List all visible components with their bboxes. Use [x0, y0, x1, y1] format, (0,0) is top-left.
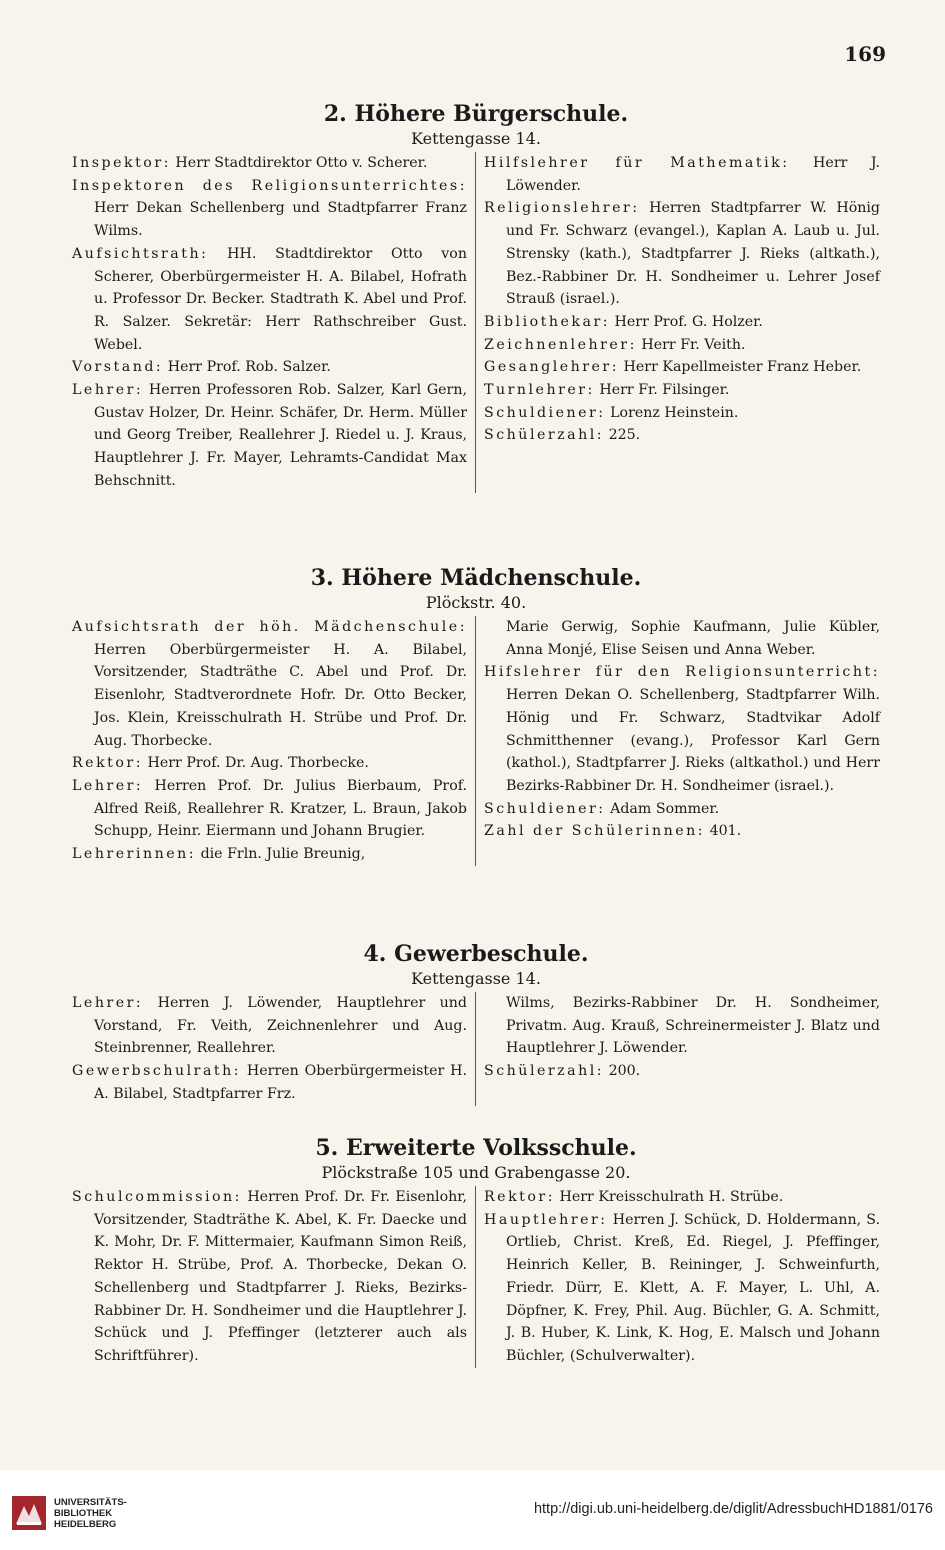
section-title: 3. Höhere Mädchenschule. — [310, 565, 642, 591]
directory-entry — [72, 616, 467, 752]
two-column-body — [72, 616, 880, 866]
right-column — [476, 616, 880, 866]
directory-entry — [484, 379, 880, 402]
directory-entry — [484, 356, 880, 379]
entry-label: Lehrer: — [72, 777, 144, 794]
entry-text: Herr Fr. Filsinger. — [599, 382, 730, 399]
library-logo[interactable] — [12, 1488, 252, 1538]
directory-entry — [72, 379, 467, 493]
directory-entry — [484, 1186, 880, 1209]
entry-text: Herr Kapellmeister Franz Heber. — [623, 359, 862, 376]
logo-line: UNIVERSITÄTS- — [54, 1496, 127, 1508]
entry-label: Lehrer: — [72, 382, 144, 399]
right-column — [476, 1186, 880, 1368]
directory-entry — [484, 1060, 880, 1083]
entry-text: Herren J. Löwender, Hauptlehrer und Vorstand, Fr. Veith, Zeichnenlehrer und Aug. Steinbrenner, Reallehrer. — [94, 995, 467, 1057]
entry-label: Zahl der Schülerinnen: — [484, 823, 706, 840]
entry-label: Aufsichtsrath der höh. Mädchenschule: — [72, 619, 467, 635]
left-column — [72, 992, 476, 1106]
directory-entry — [484, 820, 880, 843]
entry-label: Schülerzahl: — [484, 427, 605, 444]
entry-label: Lehrer: — [72, 995, 144, 1011]
entry-label: Gewerbschulrath: — [72, 1063, 242, 1080]
section-hoehere-buergerschule — [72, 100, 880, 493]
directory-entry — [484, 798, 880, 821]
directory-entry — [484, 311, 880, 334]
footer-bar — [0, 1470, 945, 1550]
entry-label: Hifslehrer für den Religionsunterricht: — [484, 664, 880, 681]
entry-text: Herren Oberbürgermeister H. A. Bilabel, Vorsitzender, Stadträthe C. Abel und Prof. Dr. Eisenlohr, Stadtverordnete Hofr. Dr. Otto Becker, Jos. Klein, Kreisschulrath H. Strübe und Prof. Dr. Aug. Thorbecke. — [94, 641, 467, 749]
entry-text: Herren Dekan O. Schellenberg, Stadtpfarrer Wilh. Hönig und Fr. Schwarz, Stadtvikar Adolf Schmitthenner (evang.), Professor Karl Gern (kathol.), Stadtpfarrer J. Rieks (altkathol.) und Herr Bezirks-Rabbiner Dr. H. Sondheimer (israel.). — [506, 687, 880, 794]
entry-label: Schuldiener: — [484, 800, 606, 817]
entry-text: HH. Stadtdirektor Otto von Scherer, Oberbürgermeister H. A. Bilabel, Hofrath u. Professor Dr. Becker. Stadtrath K. Abel und Prof. R. Salzer. Sekretär: Herr Rathschreiber Gust. Webel. — [94, 245, 467, 353]
entry-text: Adam Sommer. — [610, 800, 720, 817]
permalink-url[interactable]: http://digi.ub.uni-heidelberg.de/diglit/AdressbuchHD1881/0176 — [533, 1501, 933, 1517]
entry-label: Schuldiener: — [484, 404, 606, 421]
entry-text: 401. — [709, 823, 742, 840]
entry-label: Aufsichtsrath: — [72, 245, 209, 262]
entry-label: Hilfslehrer für Mathematik: — [484, 155, 790, 171]
two-column-body — [72, 152, 880, 493]
entry-text: Herr Dekan Schellenberg und Stadtpfarrer Franz Wilms. — [94, 200, 467, 240]
entry-label: Zeichnenlehrer: — [484, 336, 637, 353]
directory-entry — [72, 152, 467, 175]
directory-entry — [484, 424, 880, 447]
directory-entry — [484, 152, 880, 197]
entry-text: Herr Prof. Rob. Salzer. — [167, 359, 331, 376]
directory-entry — [72, 843, 467, 866]
left-column — [72, 152, 476, 493]
section-address: Kettengasse 14. — [411, 129, 541, 148]
entry-text: Herr J. Löwender. — [506, 155, 881, 194]
directory-entry — [484, 1209, 880, 1368]
section-address: Kettengasse 14. — [411, 969, 541, 988]
logo-text — [54, 1497, 127, 1530]
entry-label: Lehrerinnen: — [72, 846, 197, 863]
right-column — [476, 992, 880, 1106]
entry-label: Hauptlehrer: — [484, 1211, 608, 1228]
entry-label: Religionslehrer: — [484, 200, 640, 217]
directory-entry — [72, 243, 467, 357]
directory-entry — [72, 1060, 467, 1105]
entry-label: Inspektor: — [72, 155, 171, 171]
entry-text: Herr Prof. G. Holzer. — [614, 313, 763, 330]
directory-entry — [72, 752, 467, 775]
directory-entry — [484, 197, 880, 311]
right-column — [476, 152, 880, 493]
entry-text: Herr Kreisschulrath H. Strübe. — [559, 1189, 784, 1205]
entry-label: Rektor: — [484, 1189, 555, 1205]
entry-text: Wilms, Bezirks-Rabbiner Dr. H. Sondheimer, Privatm. Aug. Krauß, Schreinermeister J. Blatz und Hauptlehrer J. Löwender. — [506, 995, 880, 1057]
directory-entry — [484, 334, 880, 357]
entry-label: Gesanglehrer: — [484, 359, 619, 376]
section-address: Plöckstr. 40. — [425, 593, 527, 612]
entry-text: Herren Oberbürgermeister H. A. Bilabel, Stadtpfarrer Frz. — [94, 1063, 468, 1102]
entry-text: Marie Gerwig, Sophie Kaufmann, Julie Kübler, Anna Monjé, Elise Seisen und Anna Weber. — [506, 619, 880, 658]
left-column — [72, 1186, 476, 1368]
entry-text: die Frln. Julie Breunig, — [200, 846, 366, 863]
entry-label: Vorstand: — [72, 359, 164, 376]
entry-text: Herren Prof. Dr. Fr. Eisenlohr, Vorsitzender, Stadträthe K. Abel, K. Fr. Daecke und K. Mohr, Dr. F. Mittermaier, Kaufmann Simon Reiß, Rektor H. Strübe, Prof. A. Thorbecke, Dekan O. Schellenberg und Stadtpfarrer J. Rieks, Bezirks-Rabbiner Dr. H. Sondheimer und die Hauptlehrer J. Schück und J. Pfeffinger (letzterer auch als Schriftführer). — [94, 1189, 467, 1364]
directory-entry — [484, 992, 880, 1060]
entry-text: Herr Stadtdirektor Otto v. Scherer. — [175, 155, 428, 171]
logo-line: BIBLIOTHEK — [54, 1507, 113, 1519]
entry-label: Rektor: — [72, 755, 143, 772]
entry-label: Schülerzahl: — [484, 1063, 605, 1080]
entry-text: 225. — [608, 427, 641, 444]
directory-entry — [484, 616, 880, 661]
entry-label: Turnlehrer: — [484, 382, 595, 399]
entry-label: Inspektoren des Religionsunterrichtes: — [72, 177, 467, 194]
section-title: 4. Gewerbeschule. — [363, 941, 589, 967]
logo-line: HEIDELBERG — [54, 1518, 117, 1530]
section-erweiterte-volksschule — [72, 1134, 880, 1368]
directory-entry — [484, 661, 880, 797]
directory-entry — [72, 175, 467, 243]
section-hoehere-maedchenschule — [72, 564, 880, 866]
entry-label: Bibliothekar: — [484, 313, 611, 330]
section-address: Plöckstraße 105 und Grabengasse 20. — [321, 1163, 631, 1182]
directory-entry — [72, 1186, 467, 1368]
entry-text: Lorenz Heinstein. — [610, 404, 739, 421]
directory-entry — [484, 402, 880, 425]
page-number: 169 — [844, 42, 886, 66]
library-seal-icon — [12, 1496, 46, 1530]
entry-text: 200. — [608, 1063, 641, 1080]
entry-text: Herren J. Schück, D. Holdermann, S. Ortlieb, Christ. Kreß, Ed. Riegel, J. Pfeffinger, Heinrich Keller, B. Reininger, J. Schweinfurth, Friedr. Dürr, E. Klett, A. F. Mayer, L. Uhl, A. Döpfner, K. Frey, Phil. Aug. Büchler, G. A. Schmitt, J. B. Huber, K. Link, K. Hog, E. Malsch und Johann Büchler, (Schulverwalter). — [506, 1211, 881, 1364]
two-column-body — [72, 992, 880, 1106]
directory-entry — [72, 992, 467, 1060]
directory-entry — [72, 356, 467, 379]
entry-text: Herren Stadtpfarrer W. Hönig und Fr. Schwarz (evangel.), Kaplan A. Laub u. Jul. Strensky (kath.), Stadtpfarrer J. Rieks (altkath.), Bez.-Rabbiner Dr. H. Sondheimer u. Lehrer Josef Strauß (israel.). — [506, 200, 880, 308]
entry-text: Herr Fr. Veith. — [641, 336, 746, 353]
entry-text: Herr Prof. Dr. Aug. Thorbecke. — [147, 755, 369, 772]
section-title: 2. Höhere Bürgerschule. — [323, 101, 629, 127]
entry-text: Herren Professoren Rob. Salzer, Karl Gern, Gustav Holzer, Dr. Heinr. Schäfer, Dr. Herm. Müller und Georg Treiber, Reallehrer J. Riedel u. J. Kraus, Hauptlehrer J. Fr. Mayer, Lehramts-Candidat Max Behschnitt. — [94, 382, 467, 489]
section-title: 5. Erweiterte Volksschule. — [315, 1135, 637, 1161]
left-column — [72, 616, 476, 866]
entry-text: Herren Prof. Dr. Julius Bierbaum, Prof. Alfred Reiß, Reallehrer R. Kratzer, L. Braun, Jakob Schupp, Heinr. Eiermann und Johann Brugier. — [94, 777, 467, 840]
entry-label: Schulcommission: — [72, 1189, 242, 1205]
directory-entry — [72, 775, 467, 843]
two-column-body — [72, 1186, 880, 1368]
section-gewerbeschule — [72, 940, 880, 1106]
